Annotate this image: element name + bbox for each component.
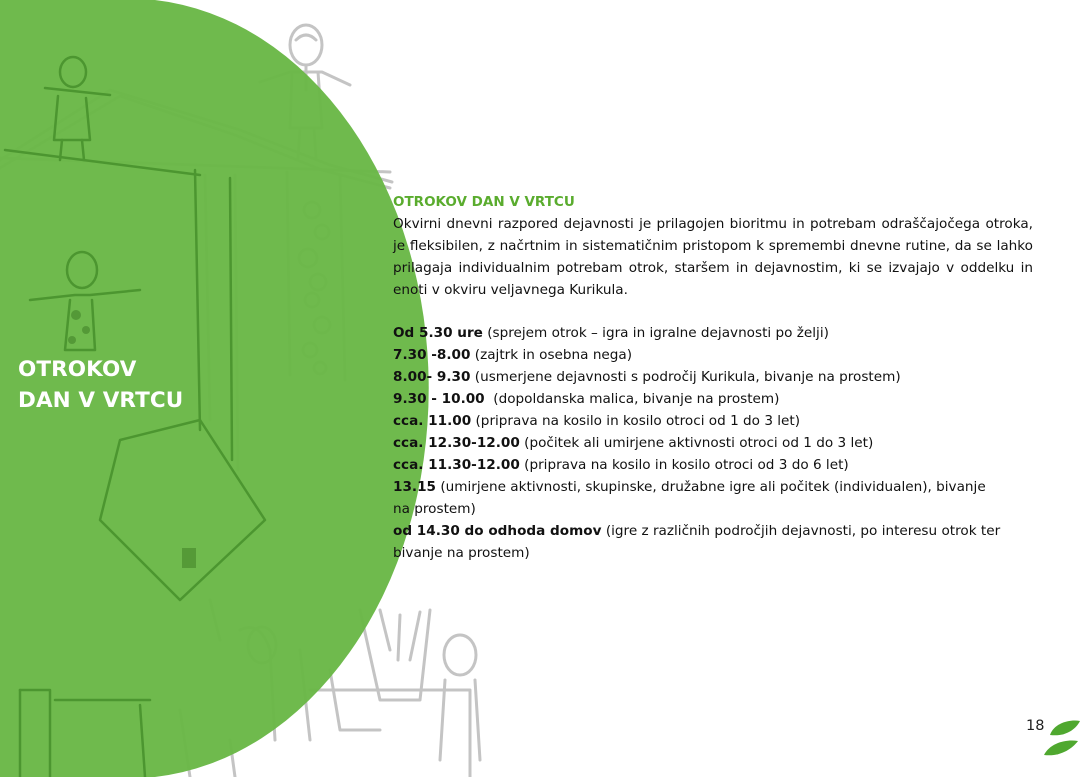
schedule-item xyxy=(393,322,1033,344)
schedule-time: od 14.30 do odhoda domov xyxy=(393,523,602,539)
schedule-time: 8.00- 9.30 xyxy=(393,369,471,385)
schedule-description: (zajtrk in osebna nega) xyxy=(470,347,633,363)
schedule-item xyxy=(393,344,1033,366)
daily-schedule xyxy=(393,322,1033,564)
schedule-description: (igre z različnih področjih dejavnosti, po interesu otrok ter bivanje na prostem) xyxy=(393,523,1001,561)
schedule-description: (priprava na kosilo in kosilo otroci od 3 do 6 let) xyxy=(519,457,849,473)
schedule-time: 13.15 xyxy=(393,479,436,495)
green-leaf-icon xyxy=(1040,717,1084,767)
schedule-time: cca. 11.00 xyxy=(393,413,472,429)
schedule-item xyxy=(393,476,993,520)
side-title-line2: DAN V VRTCU xyxy=(18,388,184,413)
schedule-description: (počitek ali umirjene aktivnosti otroci od 1 do 3 let) xyxy=(519,435,874,451)
schedule-time: 9.30 - 10.00 xyxy=(393,391,485,407)
schedule-description: (priprava na kosilo in kosilo otroci od 1 do 3 let) xyxy=(471,413,801,429)
schedule-description: (umirjene aktivnosti, skupinske, družabne igre ali počitek (individualen), bivanje na prostem) xyxy=(393,479,986,517)
schedule-item xyxy=(393,432,1033,454)
schedule-time: cca. 12.30-12.00 xyxy=(393,435,520,451)
schedule-item xyxy=(393,410,1033,432)
page-number: 18 xyxy=(1026,718,1045,734)
schedule-time: cca. 11.30-12.00 xyxy=(393,457,520,473)
schedule-item xyxy=(393,520,1023,564)
schedule-time: 7.30 -8.00 xyxy=(393,347,471,363)
main-content xyxy=(393,192,1033,564)
schedule-description: (usmerjene dejavnosti s področij Kurikula, bivanje na prostem) xyxy=(470,369,901,385)
schedule-item xyxy=(393,454,1033,476)
side-title xyxy=(18,354,183,416)
schedule-item xyxy=(393,366,1033,388)
schedule-description: (sprejem otrok – igra in igralne dejavnosti po želji) xyxy=(482,325,829,341)
schedule-time: Od 5.30 ure xyxy=(393,325,483,341)
intro-paragraph: Okvirni dnevni razpored dejavnosti je prilagojen bioritmu in potrebam odraščajočega otroka, je fleksibilen, z načrtnim in sistematičnim pristopom k spremembi dnevne rutine, da se lahko prilagaja individualnim potrebam otrok, staršem in dejavnostim, ki se izvajajo v oddelku in enoti v okviru veljavnega Kurikula. xyxy=(393,216,1033,298)
schedule-item xyxy=(393,388,1033,410)
section-heading: OTROKOV DAN V VRTCU xyxy=(393,194,575,210)
side-title-line1: OTROKOV xyxy=(18,357,137,382)
schedule-description: (dopoldanska malica, bivanje na prostem) xyxy=(484,391,780,407)
